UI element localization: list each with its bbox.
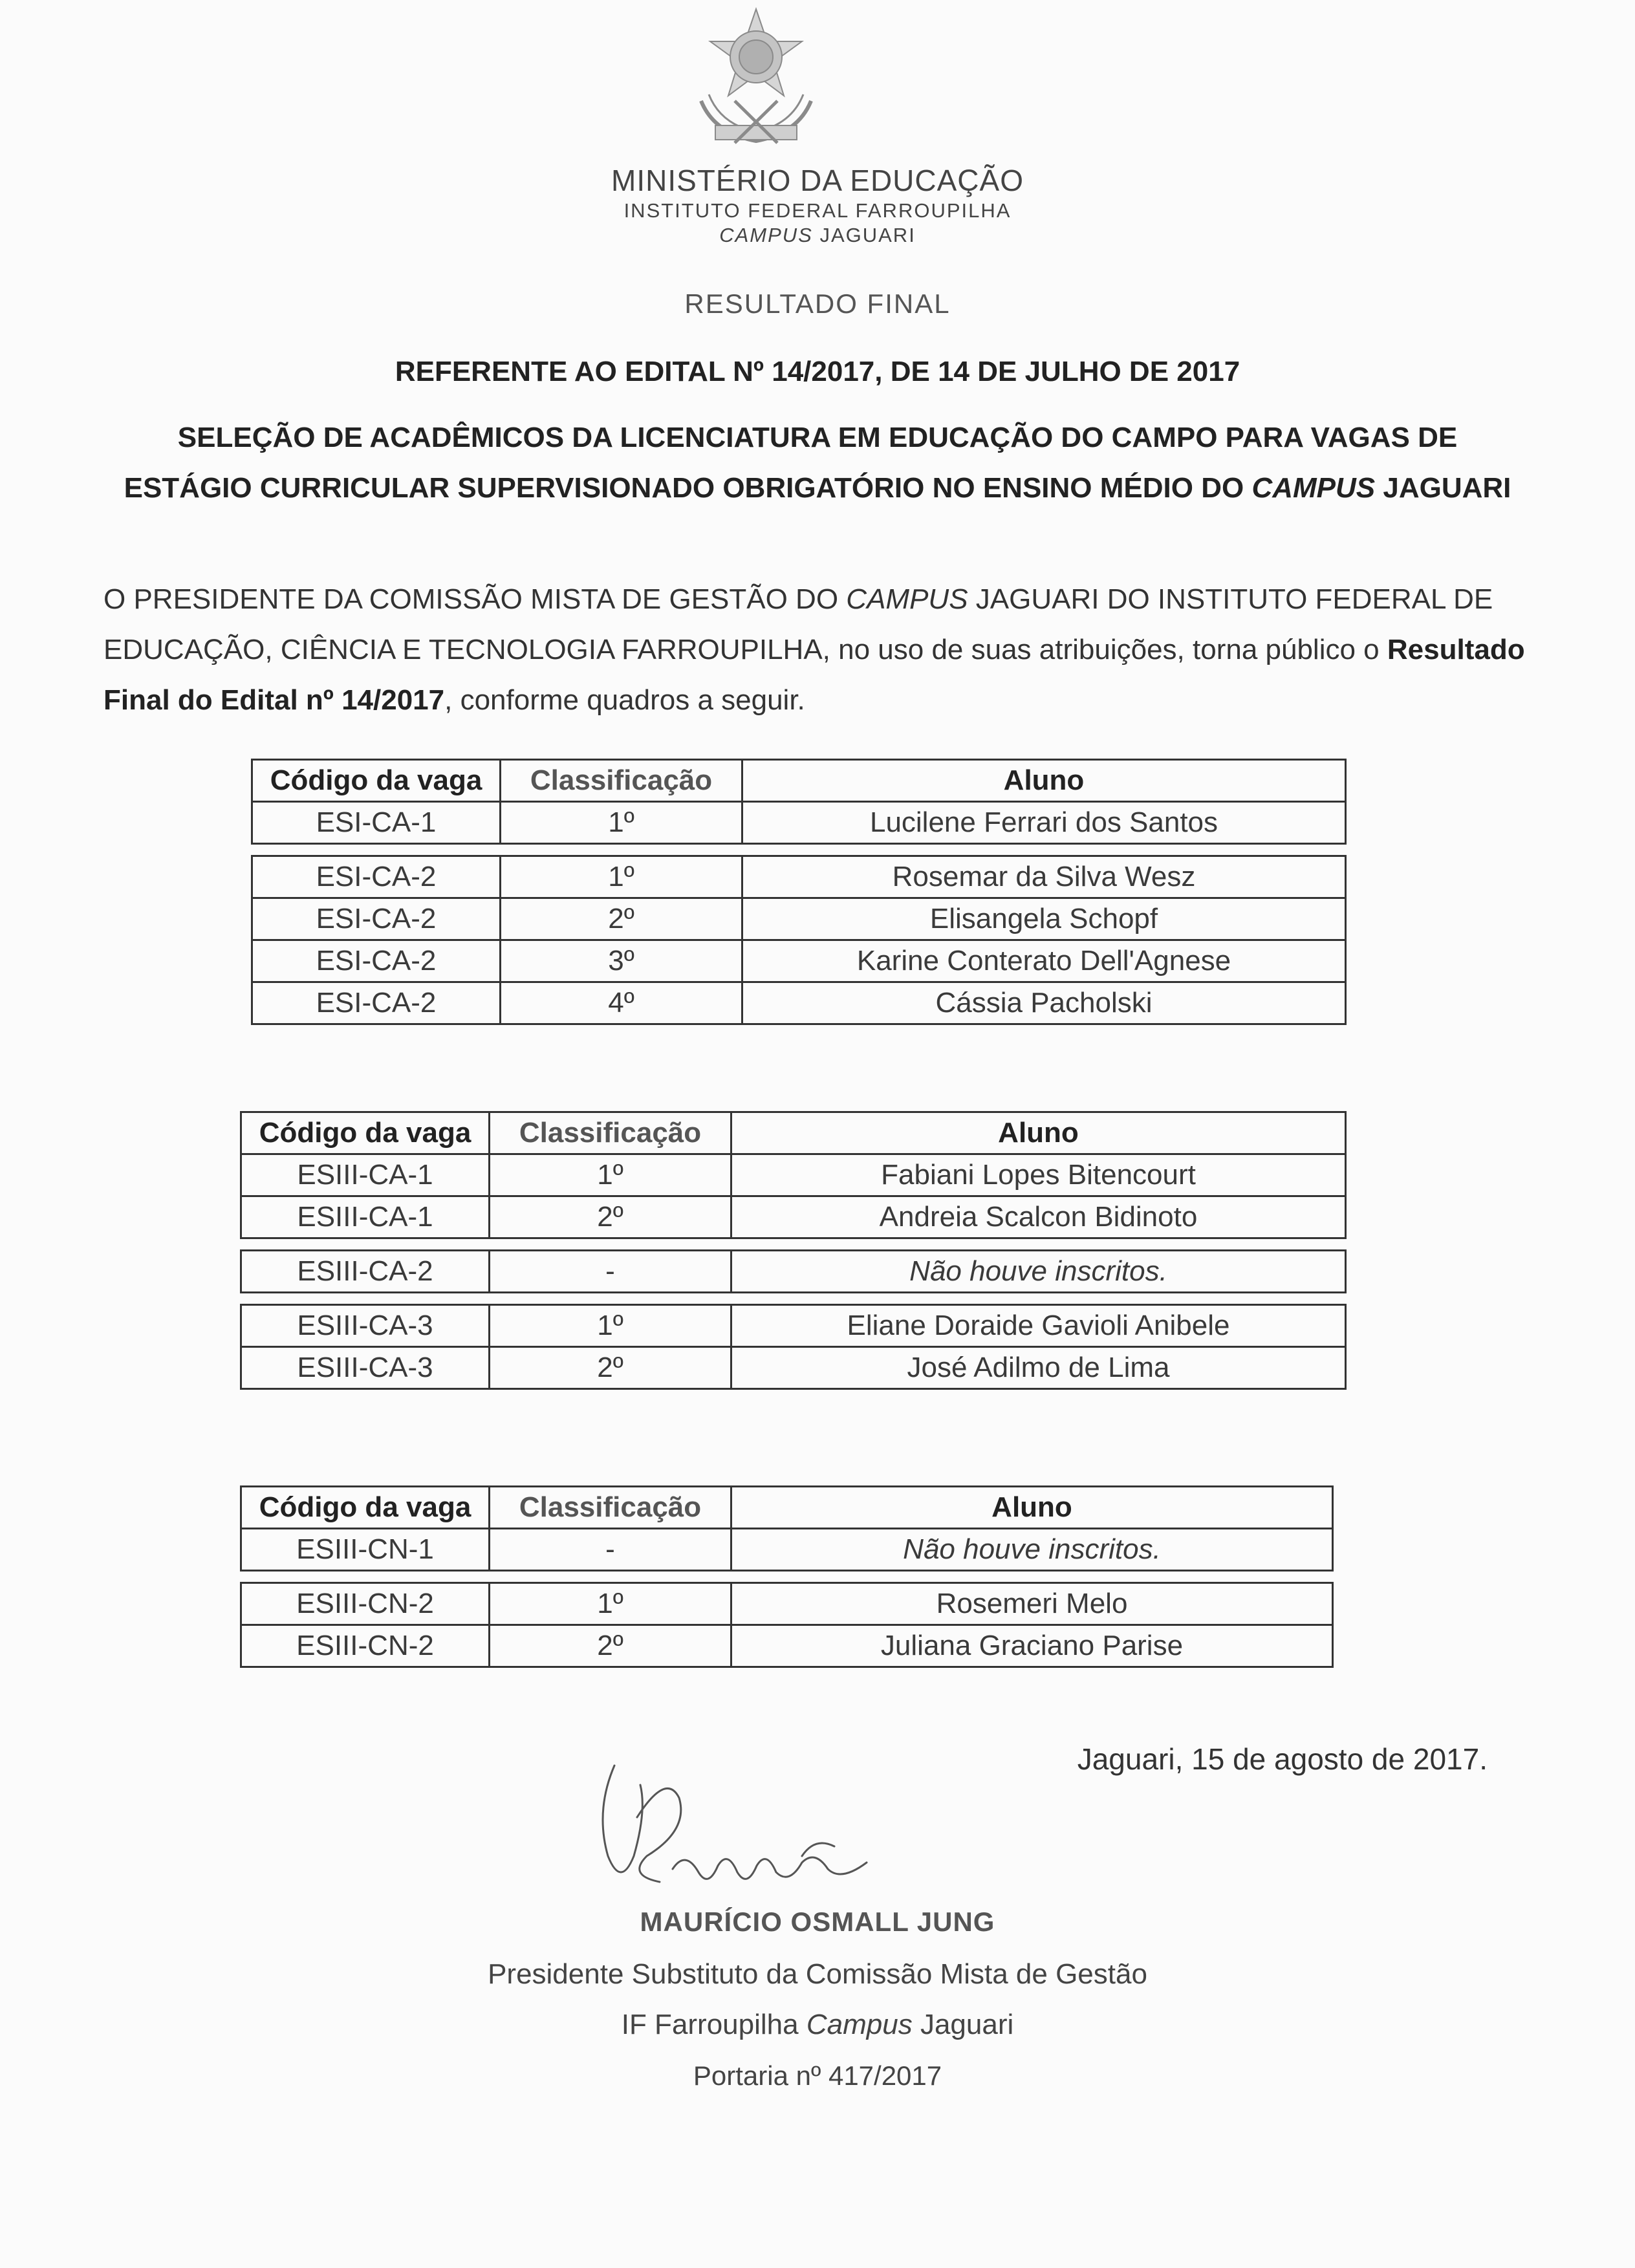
cell-code: ESIII-CA-3: [241, 1305, 490, 1347]
cell-student: Fabiani Lopes Bitencourt: [731, 1154, 1346, 1196]
separator-cell: [241, 1238, 1346, 1251]
signer-role: Presidente Substituto da Comissão Mista de Gestão: [488, 1958, 1147, 1990]
header-rank: Classificação: [490, 1487, 731, 1529]
table-row: [241, 1625, 1333, 1667]
header-student: Aluno: [742, 760, 1346, 802]
table-header-row: [252, 760, 1346, 802]
separator-cell: [252, 844, 1346, 856]
separator-cell: [241, 1293, 1346, 1305]
coat-of-arms-emblem: [675, 4, 837, 153]
cell-student-note: Não houve inscritos.: [903, 1533, 1161, 1565]
date-line: Jaguari, 15 de agosto de 2017.: [1077, 1742, 1488, 1776]
campus-name: [0, 224, 1635, 247]
table-header-row: [241, 1487, 1333, 1529]
cell-code: ESIII-CA-3: [241, 1347, 490, 1389]
intro-part1: O PRESIDENTE DA COMISSÃO MISTA DE GESTÃO DO: [103, 583, 839, 615]
results-table-esiii-ca: [240, 1111, 1347, 1390]
cell-code: ESIII-CN-1: [241, 1529, 490, 1571]
table-row: [241, 1196, 1346, 1238]
cell-student: Lucilene Ferrari dos Santos: [742, 802, 1346, 844]
cell-student: Juliana Graciano Parise: [731, 1625, 1333, 1667]
group-separator: [241, 1571, 1333, 1583]
intro-bold: Resultado Final do Edital nº 14/2017: [103, 634, 1525, 716]
selection-title-line1: SELEÇÃO DE ACADÊMICOS DA LICENCIATURA EM EDUCAÇÃO DO CAMPO PARA VAGAS DE: [177, 422, 1458, 453]
cell-code: ESIII-CN-2: [241, 1583, 490, 1625]
cell-rank: 4º: [501, 982, 742, 1024]
cell-code: ESI-CA-2: [252, 898, 501, 940]
table-row: [241, 1305, 1346, 1347]
cell-code: ESI-CA-1: [252, 802, 501, 844]
ministry-name: MINISTÉRIO DA EDUCAÇÃO: [611, 164, 1024, 197]
cell-code: ESIII-CA-1: [241, 1196, 490, 1238]
cell-student: [731, 1529, 1333, 1571]
signer-name: MAURÍCIO OSMALL JUNG: [640, 1906, 995, 1937]
cell-rank: 1º: [490, 1583, 731, 1625]
header-code: Código da vaga: [241, 1112, 490, 1154]
selection-title-line2-a: ESTÁGIO CURRICULAR SUPERVISIONADO OBRIGATÓRIO NO ENSINO MÉDIO DO: [124, 472, 1244, 504]
cell-code: ESIII-CA-1: [241, 1154, 490, 1196]
campus-city: JAGUARI: [819, 224, 916, 246]
cell-rank: 1º: [490, 1154, 731, 1196]
selection-title-campus: CAMPUS: [1251, 472, 1376, 504]
header-student: Aluno: [731, 1487, 1333, 1529]
table-row: [252, 802, 1346, 844]
cell-student: Cássia Pacholski: [742, 982, 1346, 1024]
cell-rank: 2º: [501, 898, 742, 940]
intro-campus: CAMPUS: [846, 583, 968, 615]
intro-part3: , conforme quadros a seguir.: [444, 684, 805, 716]
table-row: [252, 856, 1346, 898]
signer-org-campus: Campus: [806, 2009, 913, 2040]
table-row: [241, 1154, 1346, 1196]
intro-paragraph: [103, 574, 1546, 726]
header-code: Código da vaga: [252, 760, 501, 802]
header-rank: Classificação: [490, 1112, 731, 1154]
group-separator: [241, 1293, 1346, 1305]
table-row: [241, 1251, 1346, 1293]
signer-org-a: IF Farroupilha: [621, 2009, 799, 2040]
header-code: Código da vaga: [241, 1487, 490, 1529]
cell-rank: 2º: [490, 1625, 731, 1667]
cell-code: ESIII-CN-2: [241, 1625, 490, 1667]
table-row: [241, 1529, 1333, 1571]
institute-name: INSTITUTO FEDERAL FARROUPILHA: [623, 199, 1012, 222]
cell-code: ESI-CA-2: [252, 982, 501, 1024]
cell-student: Karine Conterato Dell'Agnese: [742, 940, 1346, 982]
table-row: [252, 898, 1346, 940]
cell-student: Rosemar da Silva Wesz: [742, 856, 1346, 898]
table-row: [252, 982, 1346, 1024]
result-title: RESULTADO FINAL: [684, 288, 951, 319]
results-table-esi-ca: [251, 759, 1347, 1025]
cell-code: ESIII-CA-2: [241, 1251, 490, 1293]
table-row: [241, 1347, 1346, 1389]
cell-student-note: Não houve inscritos.: [909, 1255, 1167, 1287]
signer-organization: [0, 2009, 1635, 2041]
cell-student: Elisangela Schopf: [742, 898, 1346, 940]
separator-cell: [241, 1571, 1333, 1583]
cell-rank: 1º: [501, 802, 742, 844]
group-separator: [252, 844, 1346, 856]
header-rank: Classificação: [501, 760, 742, 802]
campus-word: CAMPUS: [719, 224, 813, 246]
table-header-row: [241, 1112, 1346, 1154]
cell-student: Andreia Scalcon Bidinoto: [731, 1196, 1346, 1238]
selection-title-line2-b: JAGUARI: [1383, 472, 1511, 504]
edital-reference: REFERENTE AO EDITAL Nº 14/2017, DE 14 DE JULHO DE 2017: [395, 356, 1240, 387]
cell-rank: 3º: [501, 940, 742, 982]
cell-rank: 2º: [490, 1347, 731, 1389]
cell-rank: -: [490, 1529, 731, 1571]
group-separator: [241, 1238, 1346, 1251]
header-student: Aluno: [731, 1112, 1346, 1154]
cell-student: Rosemeri Melo: [731, 1583, 1333, 1625]
cell-rank: -: [490, 1251, 731, 1293]
table-row: [241, 1583, 1333, 1625]
cell-rank: 1º: [490, 1305, 731, 1347]
cell-code: ESI-CA-2: [252, 940, 501, 982]
intro-part2: JAGUARI DO INSTITUTO FEDERAL DE EDUCAÇÃO, CIÊNCIA E TECNOLOGIA FARROUPILHA, no uso de suas atribuições, torna público o: [103, 583, 1493, 665]
results-table-esiii-cn: [240, 1485, 1334, 1668]
selection-title-line2: [0, 472, 1635, 504]
cell-code: ESI-CA-2: [252, 856, 501, 898]
cell-student: Eliane Doraide Gavioli Anibele: [731, 1305, 1346, 1347]
cell-student: José Adilmo de Lima: [731, 1347, 1346, 1389]
table-row: [252, 940, 1346, 982]
cell-student: [731, 1251, 1346, 1293]
signer-org-b: Jaguari: [920, 2009, 1014, 2040]
cell-rank: 1º: [501, 856, 742, 898]
cell-rank: 2º: [490, 1196, 731, 1238]
ordinance-number: Portaria nº 417/2017: [693, 2060, 942, 2091]
